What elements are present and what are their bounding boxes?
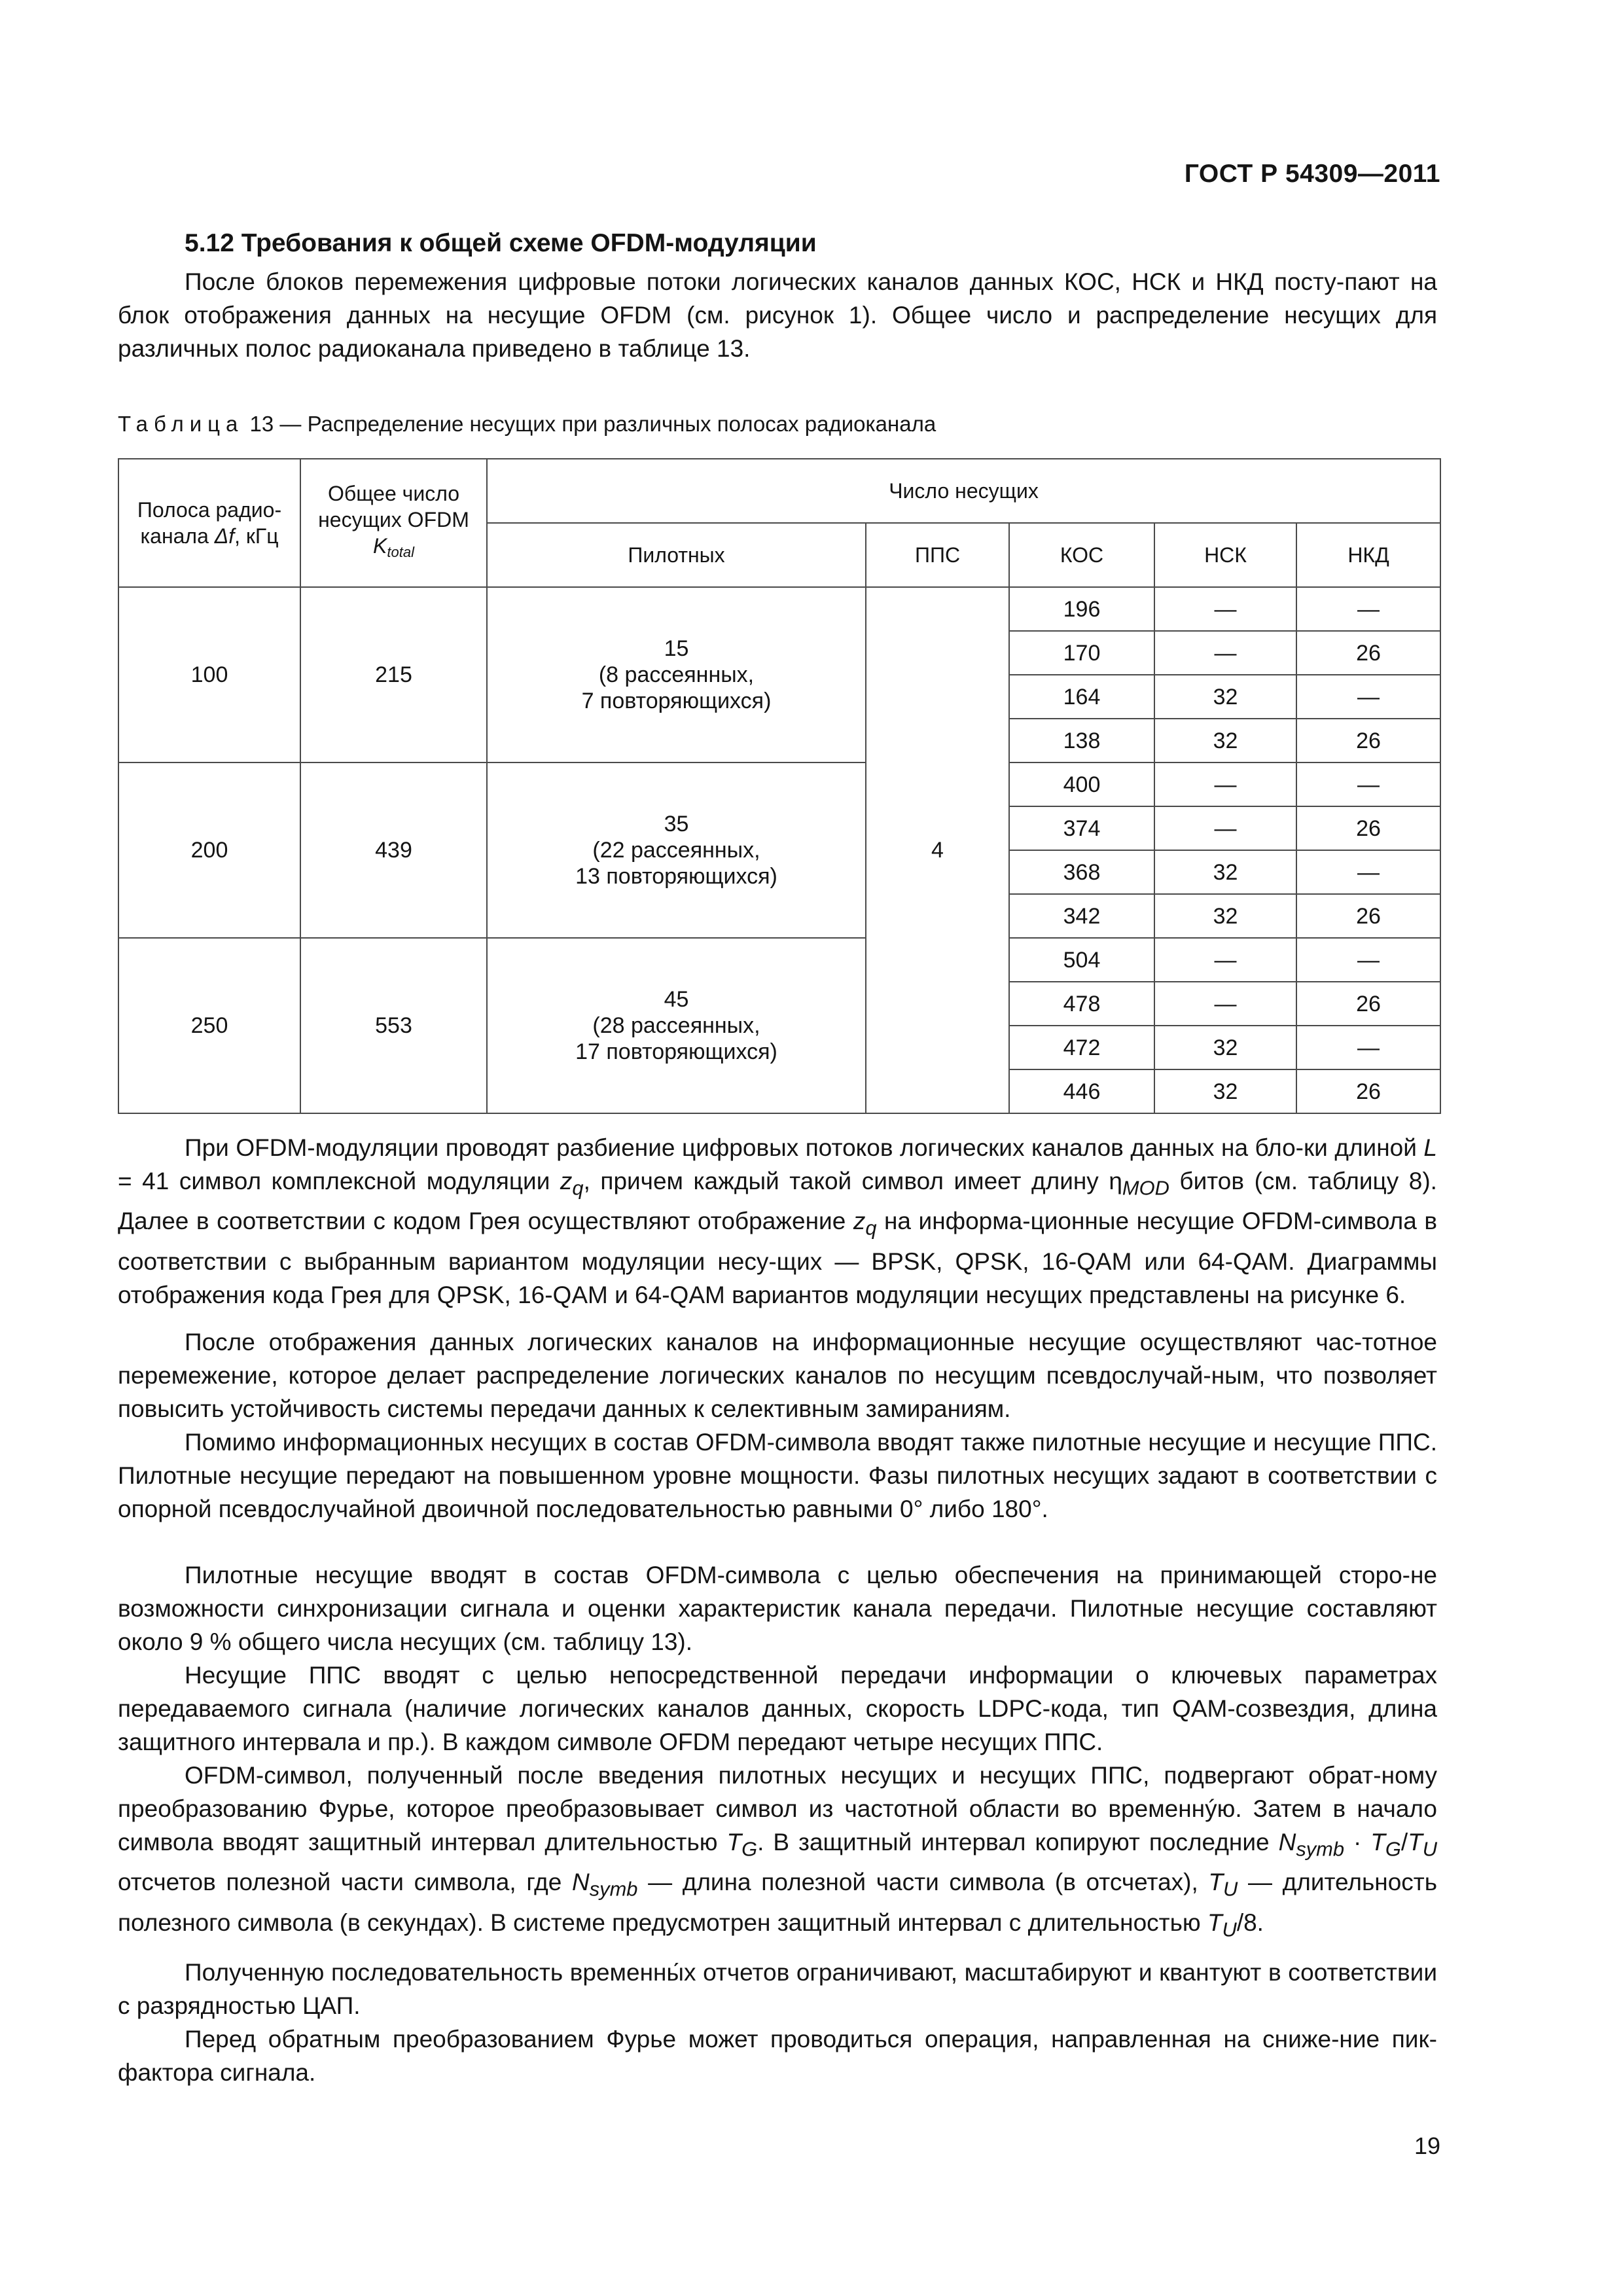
pps-cell: 4 xyxy=(866,587,1009,1113)
header-nkd: НКД xyxy=(1296,523,1440,587)
symbol-N: N xyxy=(1278,1829,1296,1856)
carrier-distribution-table xyxy=(118,458,1441,1114)
nkd-cell: 26 xyxy=(1296,631,1440,675)
kos-cell: 342 xyxy=(1009,894,1154,938)
symbol-T: T xyxy=(1408,1829,1423,1856)
pilot-repeated: 7 повторяющихся) xyxy=(581,689,772,713)
subscript-symb: symb xyxy=(589,1877,638,1901)
symbol-T: T xyxy=(1207,1909,1222,1936)
nsk-cell: 32 xyxy=(1154,850,1296,894)
total-cell: 439 xyxy=(300,762,487,938)
kos-cell: 374 xyxy=(1009,806,1154,850)
header-band-line1: Полоса радио- xyxy=(137,498,282,522)
kos-cell: 164 xyxy=(1009,675,1154,719)
nkd-cell: 26 xyxy=(1296,894,1440,938)
text-run: , причем каждый такой символ имеет длину η xyxy=(583,1168,1122,1194)
kos-cell: 472 xyxy=(1009,1026,1154,1069)
header-kos: КОС xyxy=(1009,523,1154,587)
paragraph-ofdm-modulation xyxy=(118,1131,1437,1312)
table-row xyxy=(118,587,1440,631)
kos-cell: 400 xyxy=(1009,762,1154,806)
text-run: . В защитный интервал копируют последние xyxy=(757,1829,1279,1856)
nkd-cell: — xyxy=(1296,675,1440,719)
symbol-z: z xyxy=(560,1168,573,1194)
text-run: отсчетов полезной части символа, где xyxy=(118,1869,572,1896)
header-band-delta: Δf xyxy=(214,524,235,548)
text-run: на информа-ционные несущие OFDM-символа в соответствии с выбранным вариантом модуляции несу-щих — BPSK, QPSK, 16-QAM или 64-QAM. Диаграммы отображения кода Грея для QPSK, 16-QAM и 64-QAM вариантов модуляции несущих представлены на рисунке 6. xyxy=(118,1208,1437,1308)
symbol-T: T xyxy=(1370,1829,1385,1856)
kos-cell: 196 xyxy=(1009,587,1154,631)
nsk-cell: 32 xyxy=(1154,675,1296,719)
kos-cell: 138 xyxy=(1009,719,1154,762)
text-run: /8. xyxy=(1236,1909,1264,1936)
pilot-repeated: 13 повторяющихся) xyxy=(575,864,777,889)
paragraph-frequency-interleaving: После отображения данных логических каналов на информационные несущие осуществляют час-тотное перемежение, которое делает распределение логических каналов по несущим псевдослучай-ным, что позволяет повысить устойчивость системы передачи данных к селективным замираниям. xyxy=(118,1329,1437,1422)
nsk-cell: 32 xyxy=(1154,719,1296,762)
subscript-U: U xyxy=(1222,1918,1237,1941)
pilot-scattered: (8 рассеянных, xyxy=(598,662,755,687)
band-cell: 100 xyxy=(118,587,300,762)
header-total-symbol: K xyxy=(373,534,387,558)
text-run: OFDM-символ, полученный после введения пилотных несущих и несущих ППС, подвергают обрат-ному преобразованию Фурье, которое преобразовывает символ из частотной области во временнýю. Затем в начало символа вводят защитный интервал длительностью xyxy=(118,1762,1437,1856)
header-band-line2: канала xyxy=(140,524,215,548)
header-total-line2: несущих OFDM xyxy=(318,508,469,531)
header-total-sub: total xyxy=(387,544,414,560)
symbol-T: T xyxy=(726,1829,742,1856)
symbol-T: T xyxy=(1208,1869,1224,1896)
intro-paragraph: После блоков перемежения цифровые потоки логических каналов данных КОС, НСК и НКД посту-пают на блок отображения данных на несущие OFDM (см. рисунок 1). Общее число и распределение несущих для различных полос радиоканала приведено в таблице 13. xyxy=(118,268,1437,362)
subscript-U: U xyxy=(1223,1877,1238,1901)
nkd-cell: 26 xyxy=(1296,1069,1440,1113)
subscript-symb: symb xyxy=(1296,1837,1344,1861)
symbol-N: N xyxy=(572,1869,590,1896)
page-number: 19 xyxy=(1414,2132,1440,2159)
subscript-q: q xyxy=(572,1176,584,1200)
kos-cell: 368 xyxy=(1009,850,1154,894)
nsk-cell: — xyxy=(1154,762,1296,806)
text-run: = 41 символ комплексной модуляции xyxy=(118,1168,560,1194)
nsk-cell: — xyxy=(1154,631,1296,675)
subscript-G: G xyxy=(741,1837,758,1861)
text-run: / xyxy=(1400,1829,1408,1856)
kos-cell: 170 xyxy=(1009,631,1154,675)
nkd-cell: 26 xyxy=(1296,719,1440,762)
paragraph-ifft-guard xyxy=(118,1759,1437,1946)
nsk-cell: 32 xyxy=(1154,1069,1296,1113)
header-band-unit: , кГц xyxy=(234,524,279,548)
kos-cell: 478 xyxy=(1009,982,1154,1026)
subscript-G: G xyxy=(1385,1837,1401,1861)
nkd-cell: 26 xyxy=(1296,806,1440,850)
text-run: · xyxy=(1344,1829,1371,1856)
pilot-cell xyxy=(487,762,866,938)
nsk-cell: — xyxy=(1154,938,1296,982)
table-caption-label: Таблица xyxy=(118,412,244,436)
symbol-L: L xyxy=(1423,1134,1437,1161)
document-id: ГОСТ Р 54309—2011 xyxy=(1184,160,1440,188)
nkd-cell: — xyxy=(1296,1026,1440,1069)
nsk-cell: 32 xyxy=(1154,1026,1296,1069)
table-caption-text: 13 — Распределение несущих при различных полосах радиоканала xyxy=(243,412,936,436)
pilot-count: 15 xyxy=(664,636,689,661)
nsk-cell: — xyxy=(1154,806,1296,850)
nkd-cell: — xyxy=(1296,938,1440,982)
paragraph-peak-factor: Перед обратным преобразованием Фурье может проводиться операция, направленная на сниже-ние пик-фактора сигнала. xyxy=(118,2026,1437,2086)
paragraph-pilot-purpose: Пилотные несущие вводят в состав OFDM-символа с целью обеспечения на принимающей сторо-не возможности синхронизации сигнала и оценки характеристик канала передачи. Пилотные несущие составляют около 9 % общего числа несущих (см. таблицу 13). xyxy=(118,1562,1437,1655)
subscript-mod: MOD xyxy=(1122,1176,1169,1200)
kos-cell: 446 xyxy=(1009,1069,1154,1113)
nkd-cell: — xyxy=(1296,762,1440,806)
nkd-cell: 26 xyxy=(1296,982,1440,1026)
header-carrier-count: Число несущих xyxy=(487,459,1440,523)
header-total-line1: Общее число xyxy=(327,482,460,505)
table-row xyxy=(118,938,1440,982)
text-run: — длина полезной части символа (в отсчетах), xyxy=(637,1869,1209,1896)
band-cell: 200 xyxy=(118,762,300,938)
pilot-cell xyxy=(487,587,866,762)
pilot-count: 35 xyxy=(664,812,689,836)
band-cell: 250 xyxy=(118,938,300,1113)
pilot-cell xyxy=(487,938,866,1113)
paragraph-pps-carriers: Несущие ППС вводят с целью непосредственной передачи информации о ключевых параметрах передаваемого сигнала (наличие логических каналов данных, скорость LDPC-кода, тип QAM-созвездия, длина защитного интервала и пр.). В каждом символе OFDM передают четыре несущих ППС. xyxy=(118,1662,1437,1755)
pilot-scattered: (28 рассеянных, xyxy=(592,1013,760,1038)
header-total xyxy=(300,459,487,587)
text-run: — длительность полезного символа (в секундах). В системе предусмотрен защитный интервал с длительностью xyxy=(118,1869,1437,1936)
table-caption xyxy=(118,411,936,437)
header-band xyxy=(118,459,300,587)
nsk-cell: — xyxy=(1154,587,1296,631)
pilot-scattered: (22 рассеянных, xyxy=(592,838,760,863)
pilot-repeated: 17 повторяющихся) xyxy=(575,1039,777,1064)
symbol-z: z xyxy=(853,1208,866,1235)
total-cell: 215 xyxy=(300,587,487,762)
nkd-cell: — xyxy=(1296,850,1440,894)
text-run: битов (см. таблицу 8). Далее в соответствии с кодом Грея осуществляют отображение xyxy=(118,1168,1437,1235)
kos-cell: 504 xyxy=(1009,938,1154,982)
paragraph-dac: Полученную последовательность временны́х отчетов ограничивают, масштабируют и квантуют в соответствии с разрядностью ЦАП. xyxy=(118,1959,1437,2019)
section-title: 5.12 Требования к общей схеме OFDM-модуляции xyxy=(185,229,817,257)
nsk-cell: — xyxy=(1154,982,1296,1026)
nkd-cell: — xyxy=(1296,587,1440,631)
subscript-q: q xyxy=(865,1216,877,1240)
nsk-cell: 32 xyxy=(1154,894,1296,938)
text-run: При OFDM-модуляции проводят разбиение цифровых потоков логических каналов данных на бло-ки длиной xyxy=(185,1134,1424,1161)
paragraph-pilot-carriers: Помимо информационных несущих в состав OFDM-символа вводят также пилотные несущие и несущие ППС. Пилотные несущие передают на повышенном уровне мощности. Фазы пилотных несущих задают в соответствии с опорной псевдослучайной двоичной последовательностью равными 0° либо 180°. xyxy=(118,1429,1437,1522)
table-row xyxy=(118,762,1440,806)
pilot-count: 45 xyxy=(664,987,689,1012)
header-pps: ППС xyxy=(866,523,1009,587)
total-cell: 553 xyxy=(300,938,487,1113)
header-pilot: Пилотных xyxy=(487,523,866,587)
header-nsk: НСК xyxy=(1154,523,1296,587)
subscript-U: U xyxy=(1422,1837,1437,1861)
